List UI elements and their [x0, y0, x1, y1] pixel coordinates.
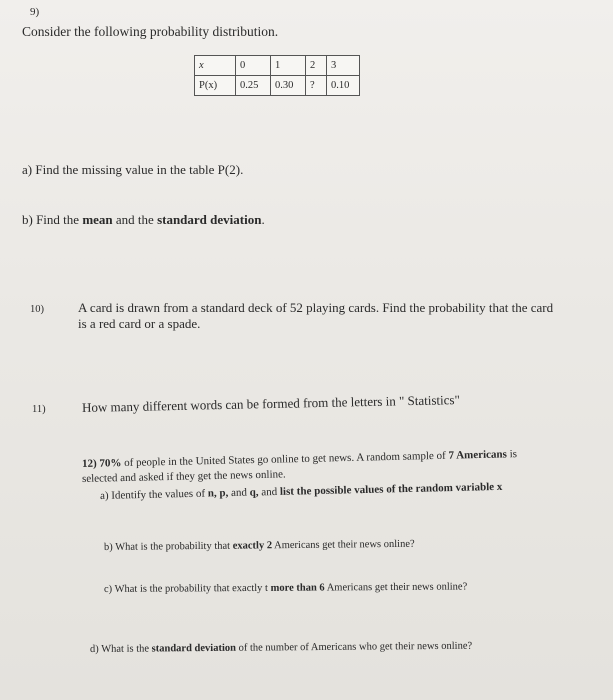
question-9-part-b	[22, 212, 265, 228]
x-cell-2: 2	[306, 56, 327, 76]
q12a-prefix: a) Identify the values of	[99, 487, 208, 502]
question-12-part-c	[104, 581, 467, 595]
q12a-and2: and	[258, 485, 281, 499]
q12c-bold: more than 6	[270, 582, 325, 594]
q12d-suffix: of the number of Americans who get their news online?	[235, 640, 473, 654]
q12-line1-end: is	[506, 448, 518, 461]
probability-distribution-table	[194, 55, 360, 96]
p-cell-3: 0.10	[327, 76, 360, 96]
p-cell-2: ?	[306, 76, 327, 96]
question-9-stem: Consider the following probability distribution.	[22, 24, 279, 39]
x-cell-1: 1	[271, 56, 306, 76]
question-12-part-b	[104, 539, 415, 553]
part-b-mean: mean	[82, 212, 113, 227]
q12a-vars: n, p,	[207, 487, 229, 500]
part-b-text: b) Find the	[22, 212, 83, 227]
question-9-number: 9)	[30, 6, 40, 18]
q12b-bold: exactly 2	[232, 540, 273, 552]
x-header-cell: x	[195, 56, 236, 76]
q12-seven-americans: 7 Americans	[448, 448, 508, 462]
question-12-part-a	[100, 481, 503, 502]
table-row-x	[195, 56, 360, 76]
p-cell-1: 0.30	[271, 76, 306, 96]
question-11-text: How many different words can be formed from the letters in " Statistics"	[81, 392, 460, 415]
p-header-cell: P(x)	[195, 76, 236, 96]
question-10-line-2: is a red card or a spade.	[78, 316, 201, 331]
question-10-number: 10)	[30, 304, 44, 315]
q12a-list: list the possible values of the random variable x	[279, 480, 503, 498]
question-12-line-1	[82, 448, 517, 470]
part-b-suffix: .	[261, 212, 265, 227]
table-row-p	[195, 76, 360, 96]
q12d-bold: standard deviation	[151, 642, 236, 655]
part-b-sd: standard deviation	[157, 212, 262, 227]
x-cell-0: 0	[236, 56, 271, 76]
question-11-number: 11)	[32, 404, 46, 415]
part-b-and: and the	[112, 212, 158, 227]
question-12-part-d	[90, 641, 472, 655]
q12c-prefix: c) What is the probability that exactly t	[103, 582, 271, 595]
question-9-part-a: a) Find the missing value in the table P(2).	[22, 162, 244, 177]
q12d-prefix: d) What is the	[89, 643, 152, 655]
q12-head: 12) 70%	[81, 457, 122, 470]
q12-line1-rest: of people in the United States go online to get news. A random sample of	[121, 449, 449, 470]
q12b-suffix: Americans get their news online?	[272, 538, 415, 552]
q12b-prefix: b) What is the probability that	[103, 540, 233, 553]
p-cell-0: 0.25	[236, 76, 271, 96]
q12c-suffix: Americans get their news online?	[324, 581, 468, 594]
x-cell-3: 3	[327, 56, 360, 76]
q12a-q: q,	[249, 486, 259, 499]
question-12-line-2: selected and asked if they get the news online.	[81, 468, 286, 485]
q12a-and: and	[228, 486, 250, 500]
question-10-line-1: A card is drawn from a standard deck of 52 playing cards. Find the probability that the card	[78, 300, 554, 315]
